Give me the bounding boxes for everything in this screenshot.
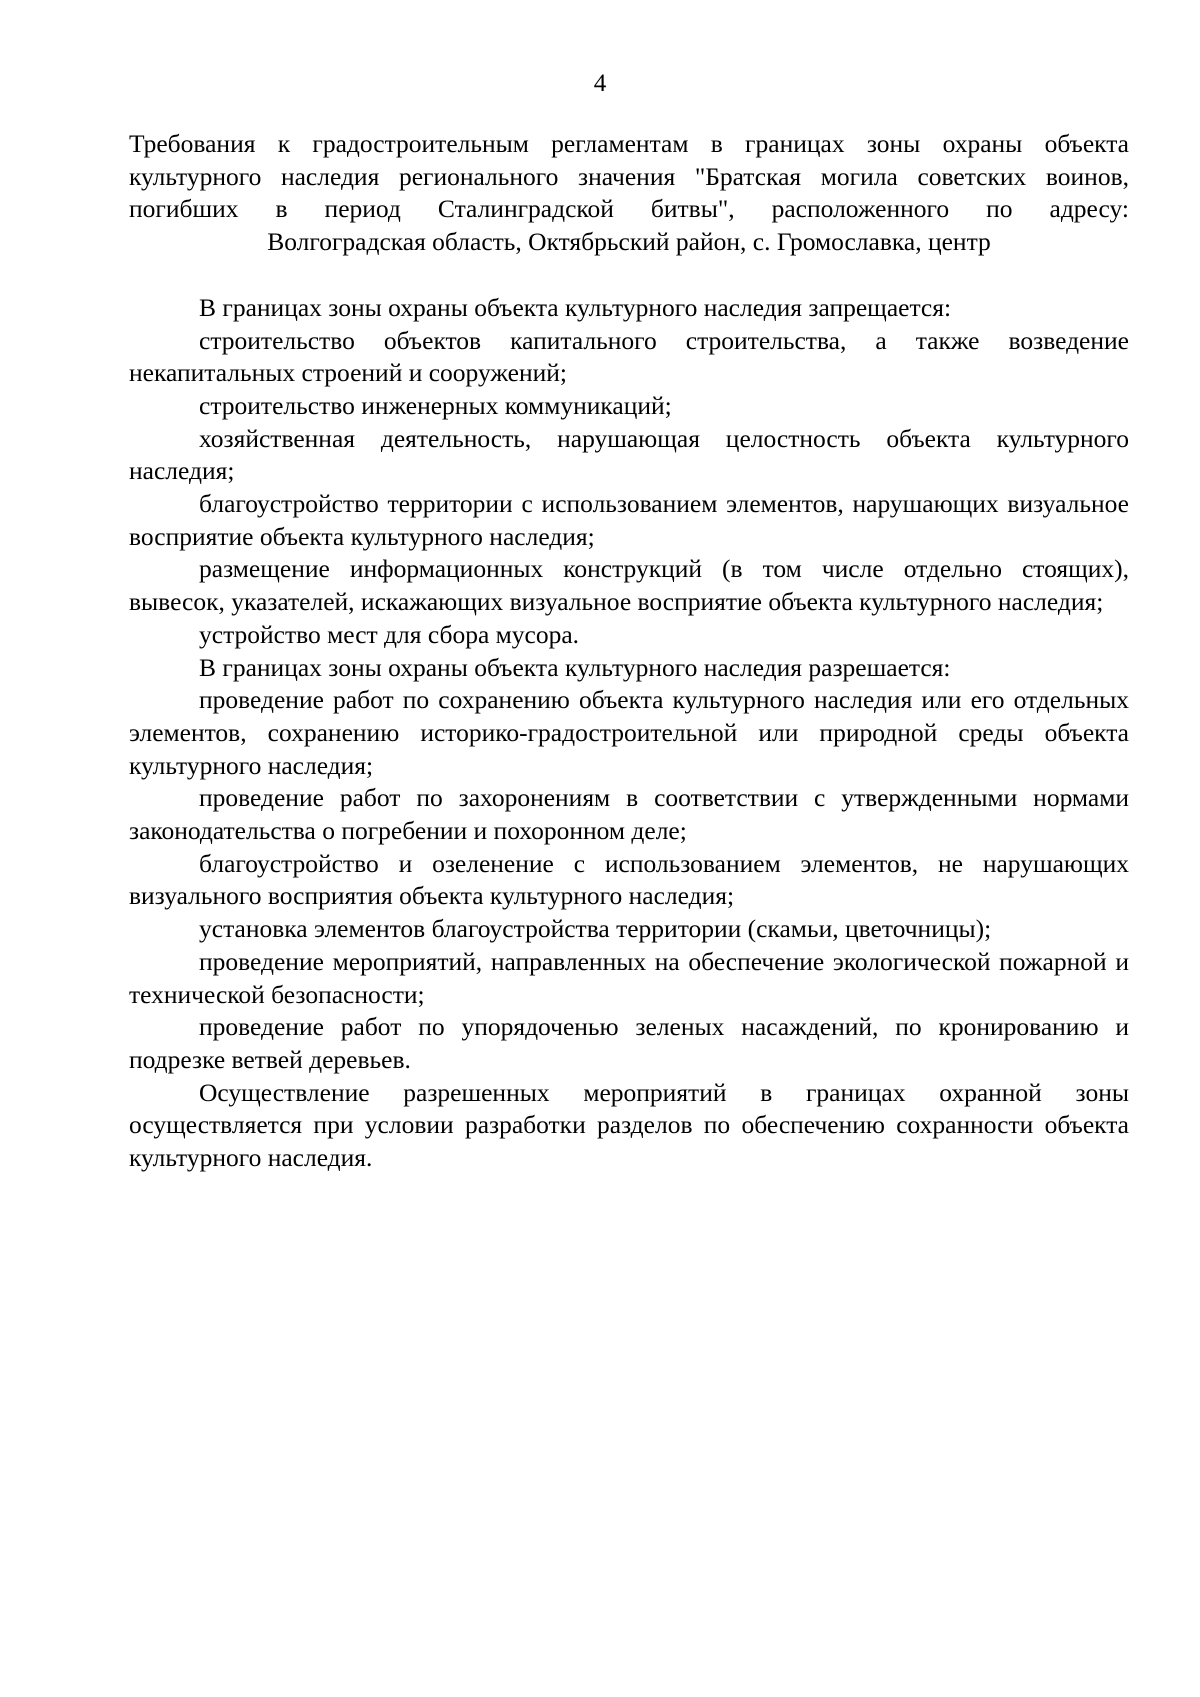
title-address-line: Волгоградская область, Октябрьский район, с. Громославка, центр [267, 227, 991, 257]
permitted-heading: В границах зоны охраны объекта культурного наследия разрешается: [199, 652, 951, 682]
list-item: благоустройство и озеленение с использованием элементов, не нарушающих визуального восприятия объекта культурного наследия; [129, 848, 1129, 911]
list-item: проведение работ по захоронениям в соответствии с утвержденными нормами законодательства о погребении и похоронном деле; [129, 783, 1129, 846]
list-item: устройство мест для сбора мусора. [199, 619, 580, 649]
prohibited-heading: В границах зоны охраны объекта культурного наследия запрещается: [199, 292, 952, 322]
list-item: проведение работ по упорядоченью зеленых насаждений, по кронированию и подрезке ветвей деревьев. [129, 1012, 1129, 1074]
document-content [129, 128, 1129, 1175]
title-line: культурного наследия регионального значения "Братская могила советских воинов, [129, 161, 1129, 191]
list-item: строительство инженерных коммуникаций; [199, 390, 672, 420]
closing-paragraph: Осуществление разрешенных мероприятий в границах охранной зоны осуществляется при условии разработки разделов по обеспечению сохранности объекта культурного наследия. [129, 1077, 1129, 1173]
document-body [129, 292, 1129, 1175]
document-title [129, 128, 1129, 259]
title-line: погибших в период Сталинградской битвы", расположенного по адресу: [129, 194, 1129, 224]
title-line: Требования к градостроительным регламентам в границах зоны охраны объекта [129, 129, 1129, 158]
list-item: хозяйственная деятельность, нарушающая целостность объекта культурного наследия; [129, 423, 1129, 486]
page-number: 4 [593, 70, 607, 97]
list-item: проведение мероприятий, направленных на обеспечение экологической пожарной и технической безопасности; [129, 946, 1129, 1009]
list-item: благоустройство территории с использованием элементов, нарушающих визуальное восприятие объекта культурного наследия; [129, 489, 1129, 551]
list-item: строительство объектов капитального строительства, а также возведение некапитальных строений и сооружений; [129, 325, 1129, 388]
list-item: установка элементов благоустройства территории (скамьи, цветочницы); [199, 914, 992, 944]
list-item: размещение информационных конструкций (в том числе отдельно стоящих), вывесок, указателей, искажающих визуальное восприятие объекта культурного наследия; [129, 554, 1129, 617]
list-item: проведение работ по сохранению объекта культурного наследия или его отдельных элементов, сохранению историко-градостроительной или природной среды объекта культурного наследия; [129, 685, 1129, 780]
